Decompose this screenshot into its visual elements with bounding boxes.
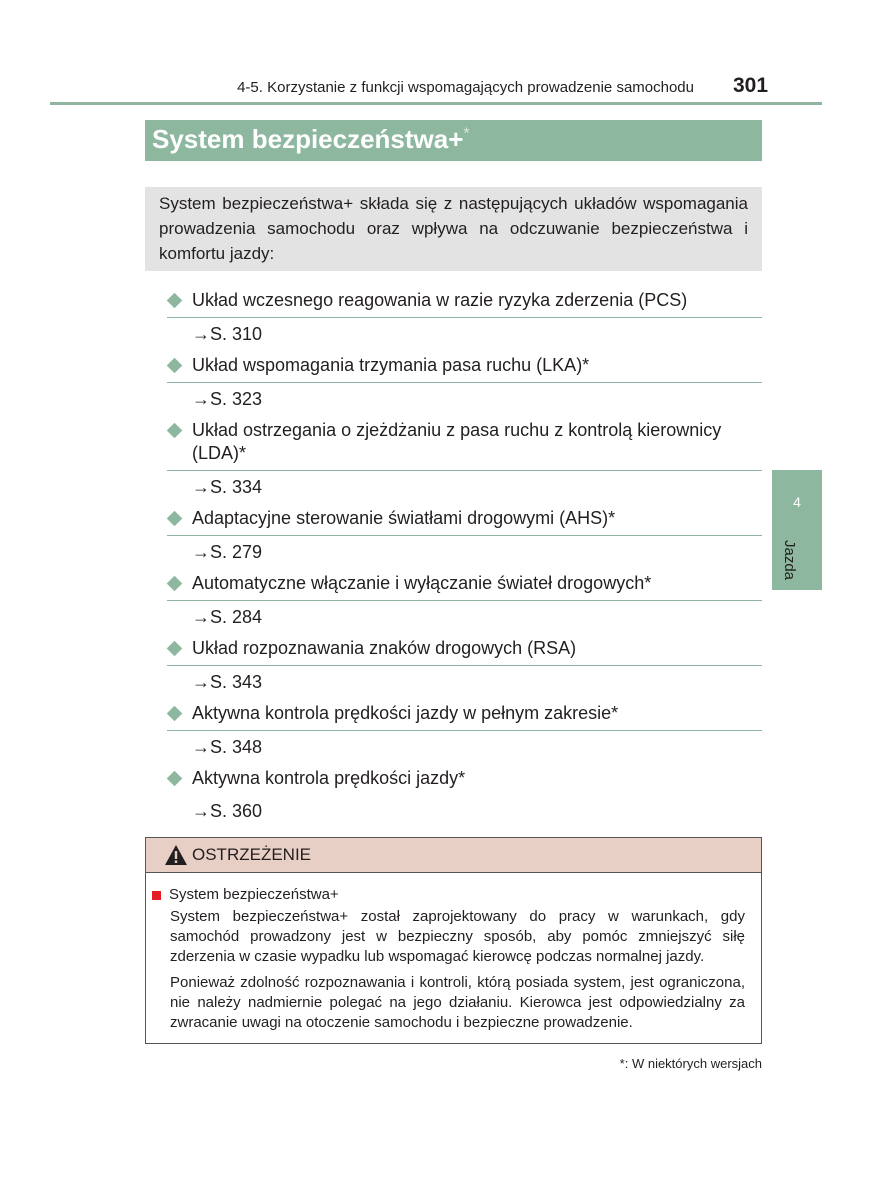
title-marker: * <box>463 125 470 143</box>
list-item <box>167 572 762 601</box>
item-label: Adaptacyjne sterowanie światłami drogowymi (AHS)* <box>192 508 616 528</box>
warning-subheading <box>152 885 761 905</box>
system-list <box>167 289 762 831</box>
page-ref-link[interactable]: →S. 279 <box>192 542 263 562</box>
content-column <box>145 120 762 1071</box>
warning-header <box>146 838 761 873</box>
intro-box: System bezpieczeństwa+ składa się z następujących układów wspomagania prowadzenia samochodu oraz wpływa na odczuwanie bezpieczeństwa i komfortu jazdy: <box>145 187 762 271</box>
diamond-bullet-icon <box>167 423 183 439</box>
chapter-label: Jazda <box>781 540 798 581</box>
red-square-bullet-icon <box>152 891 161 900</box>
diamond-bullet-icon <box>167 706 183 722</box>
title-text: System bezpieczeństwa+ <box>152 124 464 154</box>
item-label: Aktywna kontrola prędkości jazdy w pełnym zakresie* <box>192 703 619 723</box>
footnote: *: W niektórych wersjach <box>619 1056 762 1071</box>
page-title <box>152 124 470 155</box>
title-bar <box>145 120 762 161</box>
header-divider <box>50 102 822 105</box>
page-ref-link[interactable]: →S. 323 <box>192 389 263 409</box>
diamond-bullet-icon <box>167 771 183 787</box>
page-number: 301 <box>733 74 769 97</box>
warning-heading: OSTRZEŻENIE <box>192 845 312 864</box>
warning-triangle-icon <box>164 844 188 866</box>
page-ref-link[interactable]: →S. 343 <box>192 672 263 692</box>
warning-paragraph: Ponieważ zdolność rozpoznawania i kontroli, którą posiada system, jest ograniczona, nie należy nadmiernie polegać na jego działaniu. Kierowca jest odpowiedzialny za zwracanie uwagi na otoczenie samochodu i bezpieczne prowadzenie. <box>170 974 745 1031</box>
list-item <box>167 507 762 536</box>
warning-paragraph: System bezpieczeństwa+ został zaprojektowany do pracy w warunkach, gdy samochód prowadzony jest w bezpieczny sposób, aby pomóc zmniejszyć siłę zderzenia w czasie wypadku lub wspomagać kierowcę podczas normalnej jazdy. <box>170 908 745 965</box>
item-label: Układ rozpoznawania znaków drogowych (RSA) <box>192 638 577 658</box>
chapter-number: 4 <box>793 494 801 510</box>
diamond-bullet-icon <box>167 511 183 527</box>
item-label: Automatyczne włączanie i wyłączanie świateł drogowych* <box>192 573 652 593</box>
diamond-bullet-icon <box>167 358 183 374</box>
item-label: Układ ostrzegania o zjeżdżaniu z pasa ruchu z kontrolą kierownicy (LDA)* <box>192 420 722 463</box>
page-ref-link[interactable]: →S. 360 <box>192 801 263 821</box>
page-ref-link[interactable]: →S. 284 <box>192 607 263 627</box>
diamond-bullet-icon <box>167 293 183 309</box>
list-item <box>167 702 762 731</box>
section-header: 4-5. Korzystanie z funkcji wspomagających prowadzenie samochodu <box>237 79 694 96</box>
list-item <box>167 354 762 383</box>
list-item <box>167 637 762 666</box>
item-label: Układ wspomagania trzymania pasa ruchu (LKA)* <box>192 355 590 375</box>
item-label: Układ wczesnego reagowania w razie ryzyka zderzenia (PCS) <box>192 290 688 310</box>
list-item <box>167 767 762 795</box>
diamond-bullet-icon <box>167 576 183 592</box>
list-item <box>167 419 762 471</box>
list-item <box>167 289 762 318</box>
page-ref-link[interactable]: →S. 348 <box>192 737 263 757</box>
page-ref-link[interactable]: →S. 334 <box>192 477 263 497</box>
warning-subheading-text: System bezpieczeństwa+ <box>169 886 339 903</box>
warning-box <box>145 837 762 1044</box>
diamond-bullet-icon <box>167 641 183 657</box>
page-ref-link[interactable]: →S. 310 <box>192 324 263 344</box>
item-label: Aktywna kontrola prędkości jazdy* <box>192 768 466 788</box>
